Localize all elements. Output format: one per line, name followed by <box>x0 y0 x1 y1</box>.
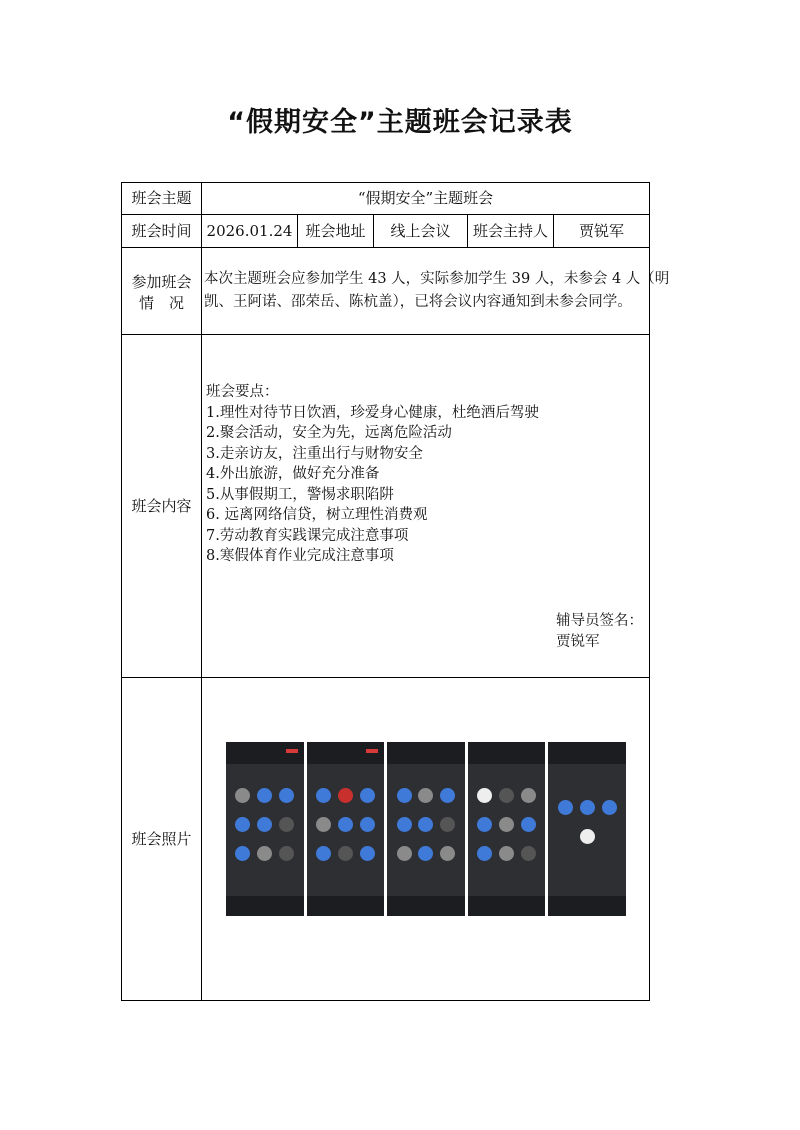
meeting-screenshot-photo <box>226 742 626 916</box>
attendance-label <box>121 247 202 335</box>
attendance-value <box>201 247 670 335</box>
content-heading: 班会要点： <box>206 384 279 400</box>
list-item: 8.寒假体育作业完成注意事项 <box>206 548 394 564</box>
meeting-screen-2 <box>307 742 385 916</box>
list-item: 6. 远离网络信贷，树立理性消费观 <box>206 507 428 523</box>
theme-label: 班会主题 <box>121 182 202 215</box>
content-body <box>201 334 650 678</box>
location-label: 班会地址 <box>297 214 374 248</box>
content-label: 班会内容 <box>121 334 202 678</box>
attendance-line1: 本次主题班会应参加学生 43 人，实际参加学生 39 人，未参会 4 人（明 <box>204 271 670 287</box>
list-item: 7.劳动教育实践课完成注意事项 <box>206 527 409 544</box>
list-item: 1.理性对待节日饮酒，珍爱身心健康，杜绝酒后驾驶 <box>206 404 539 421</box>
time-label: 班会时间 <box>121 214 202 248</box>
meeting-screen-3 <box>387 742 465 916</box>
page-title: “假期安全”主题班会记录表 <box>227 107 573 138</box>
list-item: 5.从事假期工，警惕求职陷阱 <box>206 486 394 503</box>
time-value: 2026.01.24 <box>201 214 298 248</box>
location-value: 线上会议 <box>373 214 468 248</box>
attendance-label-line1: 参加班会 <box>131 273 192 291</box>
attendance-line2: 凯、王阿诺、邵荣岳、陈杭盖），已将会议内容通知到未参会同学。 <box>204 294 632 310</box>
photo-label: 班会照片 <box>121 677 202 1001</box>
attendance-label-line2: 情 况 <box>138 294 184 312</box>
list-item: 4.外出旅游，做好充分准备 <box>206 466 380 482</box>
counselor-signature: 辅导员签名：贾锐军 <box>556 613 643 650</box>
content-points <box>206 382 539 567</box>
theme-value: “假期安全”主题班会 <box>201 182 650 215</box>
host-label: 班会主持人 <box>467 214 554 248</box>
meeting-screen-5 <box>548 742 626 916</box>
list-item: 3.走亲访友，注重出行与财物安全 <box>206 445 423 462</box>
list-item: 2.聚会活动，安全为先，远离危险活动 <box>206 425 452 441</box>
meeting-screen-4 <box>468 742 546 916</box>
meeting-screen-1 <box>226 742 304 916</box>
host-value: 贾锐军 <box>553 214 650 248</box>
